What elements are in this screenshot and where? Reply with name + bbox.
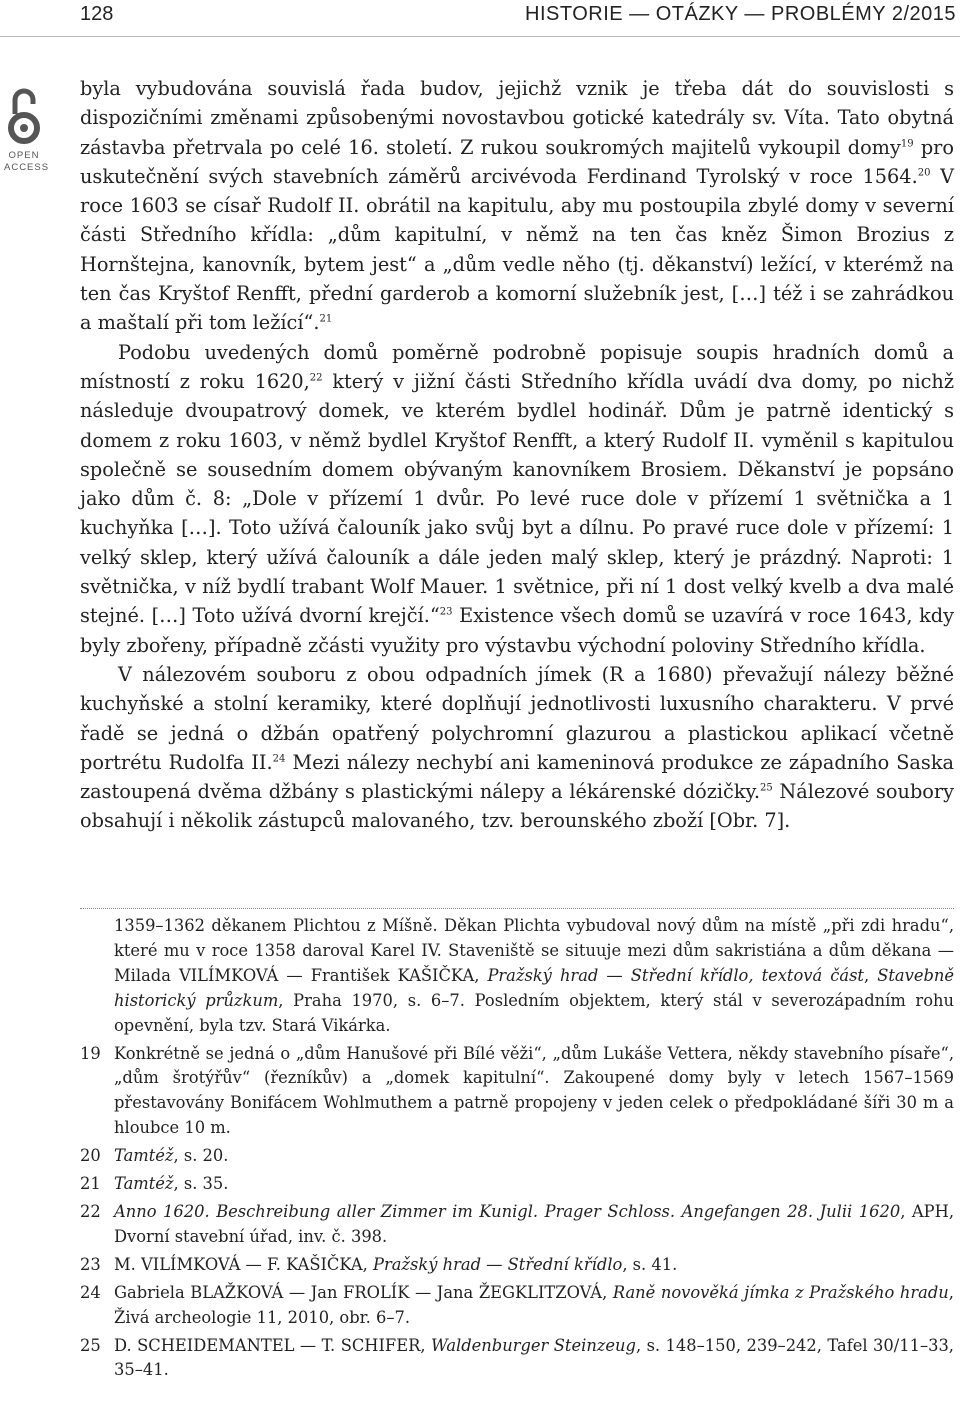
- footnote-divider: [80, 908, 954, 909]
- footnote-22: 22 Anno 1620. Beschreibung aller Zimmer im Kunigl. Prager Schloss. Angefangen 28. Julii 1620, APH, Dvorní stavební úřad, inv. č. 398.: [80, 1201, 955, 1246]
- footnote-ref-24[interactable]: 24: [272, 753, 286, 765]
- footnote-continuation: 1359–1362 děkanem Plichtou z Míšně. Děkan Plichta vybudoval nový dům na místě „při zdi hradu“, které mu v roce 1358 daroval Karel IV. Staveniště se situuje mezi dům sakristiána a dům děkana — Milada VILÍMKOVÁ — František KAŠIČKA, Pražský hrad — Střední křídlo, textová část, Stavebně historický průzkum, Praha 1970, s. 6–7. Posledním objektem, který stál v severozápadním rohu opevnění, byla tzv. Stará Vikárka.: [114, 916, 954, 1035]
- open-access-label: OPEN ACCESS: [4, 150, 50, 173]
- footnote-21: 21 Tamtéž, s. 35.: [80, 1174, 229, 1194]
- footnote-ref-21[interactable]: 21: [319, 313, 333, 325]
- footnote-20: 20 Tamtéž, s. 20.: [80, 1146, 229, 1166]
- footnote-ref-20[interactable]: 20: [917, 167, 931, 179]
- open-access-badge: [4, 86, 50, 174]
- footnote-ref-23[interactable]: 23: [439, 606, 453, 618]
- running-head: HISTORIE — OTÁZKY — PROBLÉMY 2/2015: [525, 3, 956, 25]
- paragraph-1: byla vybudována souvislá řada budov, jejichž vznik je třeba dát do souvislosti s dispozičními změnami způsobenými novostavbou gotické katedrály sv. Víta. Tato obytná zástavba přetrvala po celé 16. století. Z rukou soukromých majitelů vykoupil domy$^{19}$ pro uskutečnění svých stavebních záměrů arcivévoda Ferdinand Tyrolský v roce 1564.20 V roce 1603 se císař Rudolf II. obrátil na kapitulu, aby mu postoupila zbylé domy v severní části Středního křídla: „dům kapitulní, v němž na ten čas kněz Šimon Brozius z Hornštejna, kanovník, bytem jest“ a „dům vedle něho (tj. děkanství) ležící, v kterémž na ten čas Kryštof Renfft, přední garderob a komorní služebník jest, […] též i se zahrádkou a maštalí při tom ležící“.$^{21}$: [80, 77, 955, 335]
- footnote-ref-22[interactable]: 22: [309, 372, 323, 384]
- footnotes: [80, 914, 954, 1386]
- footnote-25: 25 D. SCHEIDEMANTEL — T. SCHIFER, Waldenburger Steinzeug, s. 148–150, 239–242, Tafel 30/11–33, 35–41.: [80, 1335, 954, 1380]
- paragraph-2: Podobu uvedených domů poměrně podrobně popisuje soupis hradních domů a místností z roku 1620,22 který v jižní části Středního křídla uvádí dva domy, po nichž následuje dvoupatrový domek, ve kterém bydlel hodinář. Dům je patrně identický s domem z roku 1603, v němž bydlel Kryštof Renfft, a který Rudolf II. vyměnil s kapitulou společně se sousedním domem obývaným kanovníkem Brosiem. Děkanství je popsáno jako dům č. 8: „Dole v přízemí 1 dvůr. Po levé ruce dole v přízemí 1 světnička a 1 kuchyňka […]. Toto užívá čalouník jako svůj byt a dílnu. Po pravé ruce dole v přízemí: 1 velký sklep, který užívá čalouník a dále jeden malý sklep, který je prázdný. Naproti: 1 světnička, v níž bydlí trabant Wolf Mauer. 1 světnice, při ní 1 dost velký kvelb a dva malé stejné. […] Toto užívá dvorní krejčí.“$^{23}$ Existence všech domů se uzavírá v roce 1643, kdy byly zbořeny, případně zčásti využity pro výstavbu východní poloviny Středního křídla.: [80, 340, 954, 657]
- open-access-lock-icon: [6, 86, 42, 146]
- page-number: 128: [80, 3, 114, 25]
- page-header: [0, 0, 960, 37]
- footnote-ref-25[interactable]: 25: [759, 782, 773, 794]
- footnote-ref-19[interactable]: 19: [900, 138, 914, 150]
- footnote-23: 23 M. VILÍMKOVÁ — F. KAŠIČKA, Pražský hrad — Střední křídlo, s. 41.: [80, 1254, 678, 1274]
- body-text: [80, 74, 954, 836]
- footnote-19: 19 Konkrétně se jedná o „dům Hanušové při Bílé věži“, „dům Lukáše Vettera, někdy stavebního písaře“, „dům šrotýřův“ (řezníkův) a „domek kapitulní“. Zakoupené domy byly v letech 1567–1569 přestavovány Bonifácem Wohlmuthem a patrně propojeny v jeden celek o předpokládané šíři 30 m a hloubce 10 m.: [80, 1043, 954, 1138]
- paragraph-3: V nálezovém souboru z obou odpadních jímek (R a 1680) převažují nálezy běžné kuchyňské a stolní keramiky, které doplňují jednotlivosti luxusního charakteru. V prvé řadě se jedná o džbán opatřený polychromní glazurou a plastickou aplikací včetně portrétu Rudolfa II.$^{24}$ Mezi nálezy nechybí ani kameninová produkce ze západního Saska zastoupená dvěma džbány s plastickými nálepy a lékárenské dózičky.$^{25}$ Nálezové soubory obsahují i několik zástupců malovaného, tzv. berounského zboží [Obr. 7].: [80, 662, 955, 833]
- footnote-24: 24 Gabriela BLAŽKOVÁ — Jan FROLÍK — Jana ŽEGKLITZOVÁ, Raně novověká jímka z Pražského hradu, Živá archeologie 11, 2010, obr. 6–7.: [80, 1282, 954, 1327]
